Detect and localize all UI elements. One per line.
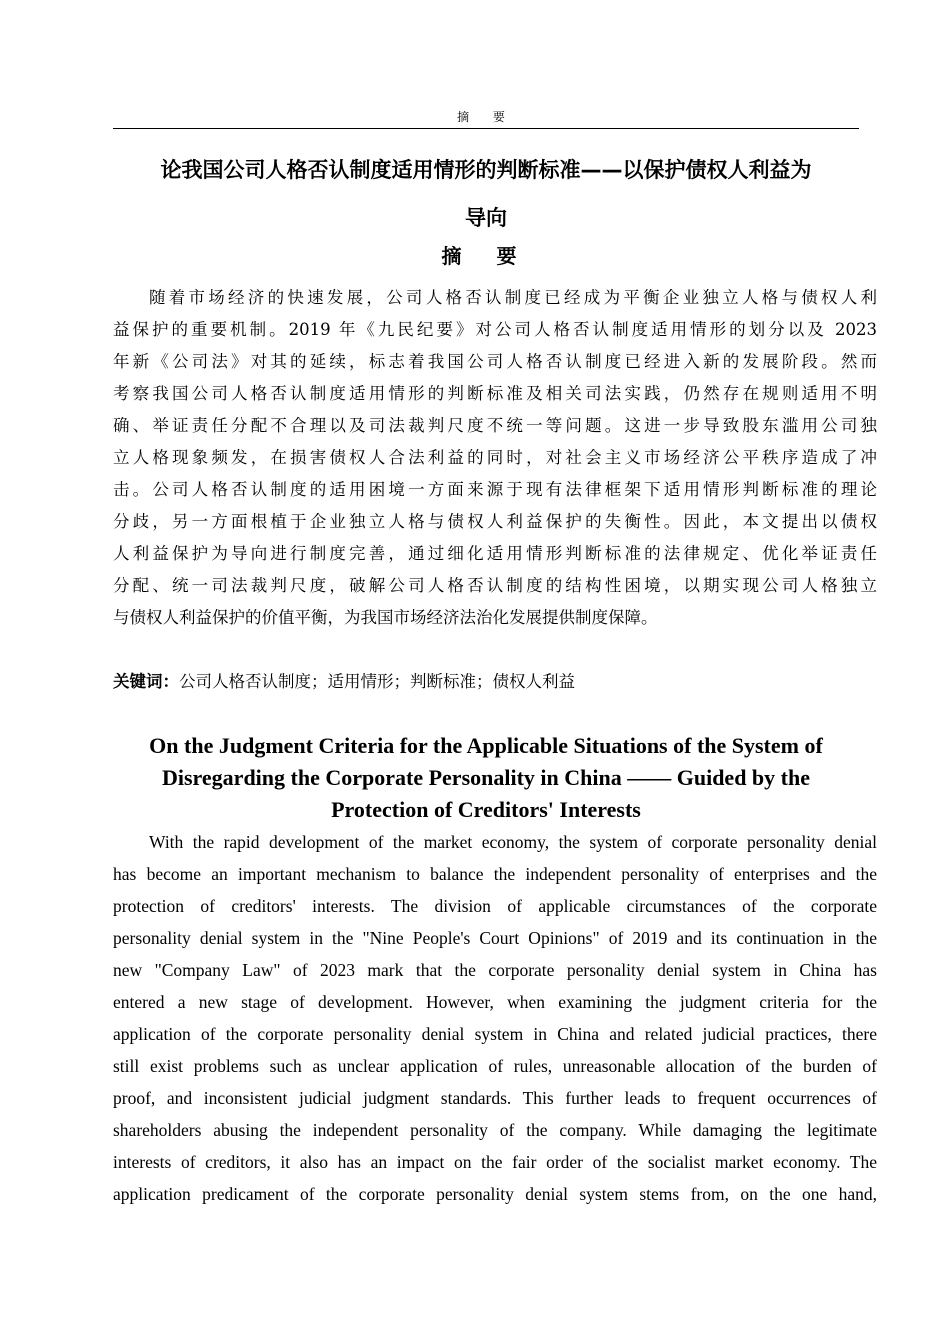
- keywords-value: 公司人格否认制度；适用情形；判断标准；债权人利益: [179, 672, 575, 691]
- abstract-line: 分配、统一司法裁判尺度，破解公司人格否认制度的结构性困境，以期实现公司人格独立: [113, 576, 877, 595]
- abstract-line: application predicament of the corporate personality denial system stems from, on the one hand,: [113, 1184, 877, 1204]
- abstract-line: proof, and inconsistent judicial judgment standards. This further leads to frequent occurrences of: [113, 1088, 877, 1108]
- abstract-line: 分歧，另一方面根植于企业独立人格与债权人利益保护的失衡性。因此，本文提出以债权: [113, 512, 877, 531]
- chinese-title: [105, 146, 867, 242]
- abstract-line: 人利益保护为导向进行制度完善，通过细化适用情形判断标准的法律规定、优化举证责任: [113, 544, 877, 563]
- english-abstract: [113, 826, 877, 1210]
- keywords-label: 关键词：: [113, 672, 179, 691]
- abstract-line: protection of creditors' interests. The division of applicable circumstances of the corporate: [113, 896, 877, 916]
- abstract-line: entered a new stage of development. However, when examining the judgment criteria for the: [113, 992, 877, 1012]
- keywords: [113, 668, 575, 692]
- abstract-line: interests of creditors, it also has an impact on the fair order of the socialist market economy. The: [113, 1152, 877, 1172]
- abstract-line: 年新《公司法》对其的延续，标志着我国公司人格否认制度已经进入新的发展阶段。然而: [113, 352, 877, 371]
- running-header: 摘 要: [457, 110, 515, 124]
- chinese-title-line: 论我国公司人格否认制度适用情形的判断标准——以保护债权人利益为: [160, 158, 812, 182]
- english-title-line: On the Judgment Criteria for the Applicable Situations of the System of: [149, 733, 823, 758]
- english-title-line: Protection of Creditors' Interests: [331, 797, 641, 822]
- abstract-line: 益保护的重要机制。2019 年《九民纪要》对公司人格否认制度适用情形的划分以及 2023: [113, 320, 877, 339]
- abstract-line: 与债权人利益保护的价值平衡，为我国市场经济法治化发展提供制度保障。: [113, 608, 658, 627]
- english-title: [100, 730, 872, 826]
- abstract-line: has become an important mechanism to balance the independent personality of enterprises and the: [113, 864, 877, 884]
- abstract-line: application of the corporate personality denial system in China and related judicial practices, there: [113, 1024, 877, 1044]
- header-rule: [113, 128, 859, 129]
- chinese-abstract: [113, 282, 877, 634]
- english-title-line: Disregarding the Corporate Personality in China —— Guided by the: [161, 765, 810, 790]
- abstract-line: 立人格现象频发，在损害债权人合法利益的同时，对社会主义市场经济公平秩序造成了冲: [113, 448, 877, 467]
- abstract-line: 确、举证责任分配不合理以及司法裁判尺度不统一等问题。这进一步导致股东滥用公司独: [113, 416, 877, 435]
- abstract-line: 击。公司人格否认制度的适用困境一方面来源于现有法律框架下适用情形判断标准的理论: [113, 480, 877, 499]
- abstract-line: still exist problems such as unclear application of rules, unreasonable allocation of the burden of: [113, 1056, 877, 1076]
- abstract-line: shareholders abusing the independent personality of the company. While damaging the legitimate: [113, 1120, 877, 1140]
- abstract-line: new "Company Law" of 2023 mark that the corporate personality denial system in China has: [113, 960, 877, 980]
- abstract-heading: 摘 要: [441, 244, 531, 268]
- abstract-line: 随着市场经济的快速发展，公司人格否认制度已经成为平衡企业独立人格与债权人利: [149, 288, 877, 307]
- abstract-line: 考察我国公司人格否认制度适用情形的判断标准及相关司法实践，仍然存在规则适用不明: [113, 384, 877, 403]
- chinese-title-line: 导向: [465, 206, 507, 230]
- abstract-line: With the rapid development of the market economy, the system of corporate personality denial: [149, 832, 877, 852]
- abstract-line: personality denial system in the "Nine People's Court Opinions" of 2019 and its continuation in the: [113, 928, 877, 948]
